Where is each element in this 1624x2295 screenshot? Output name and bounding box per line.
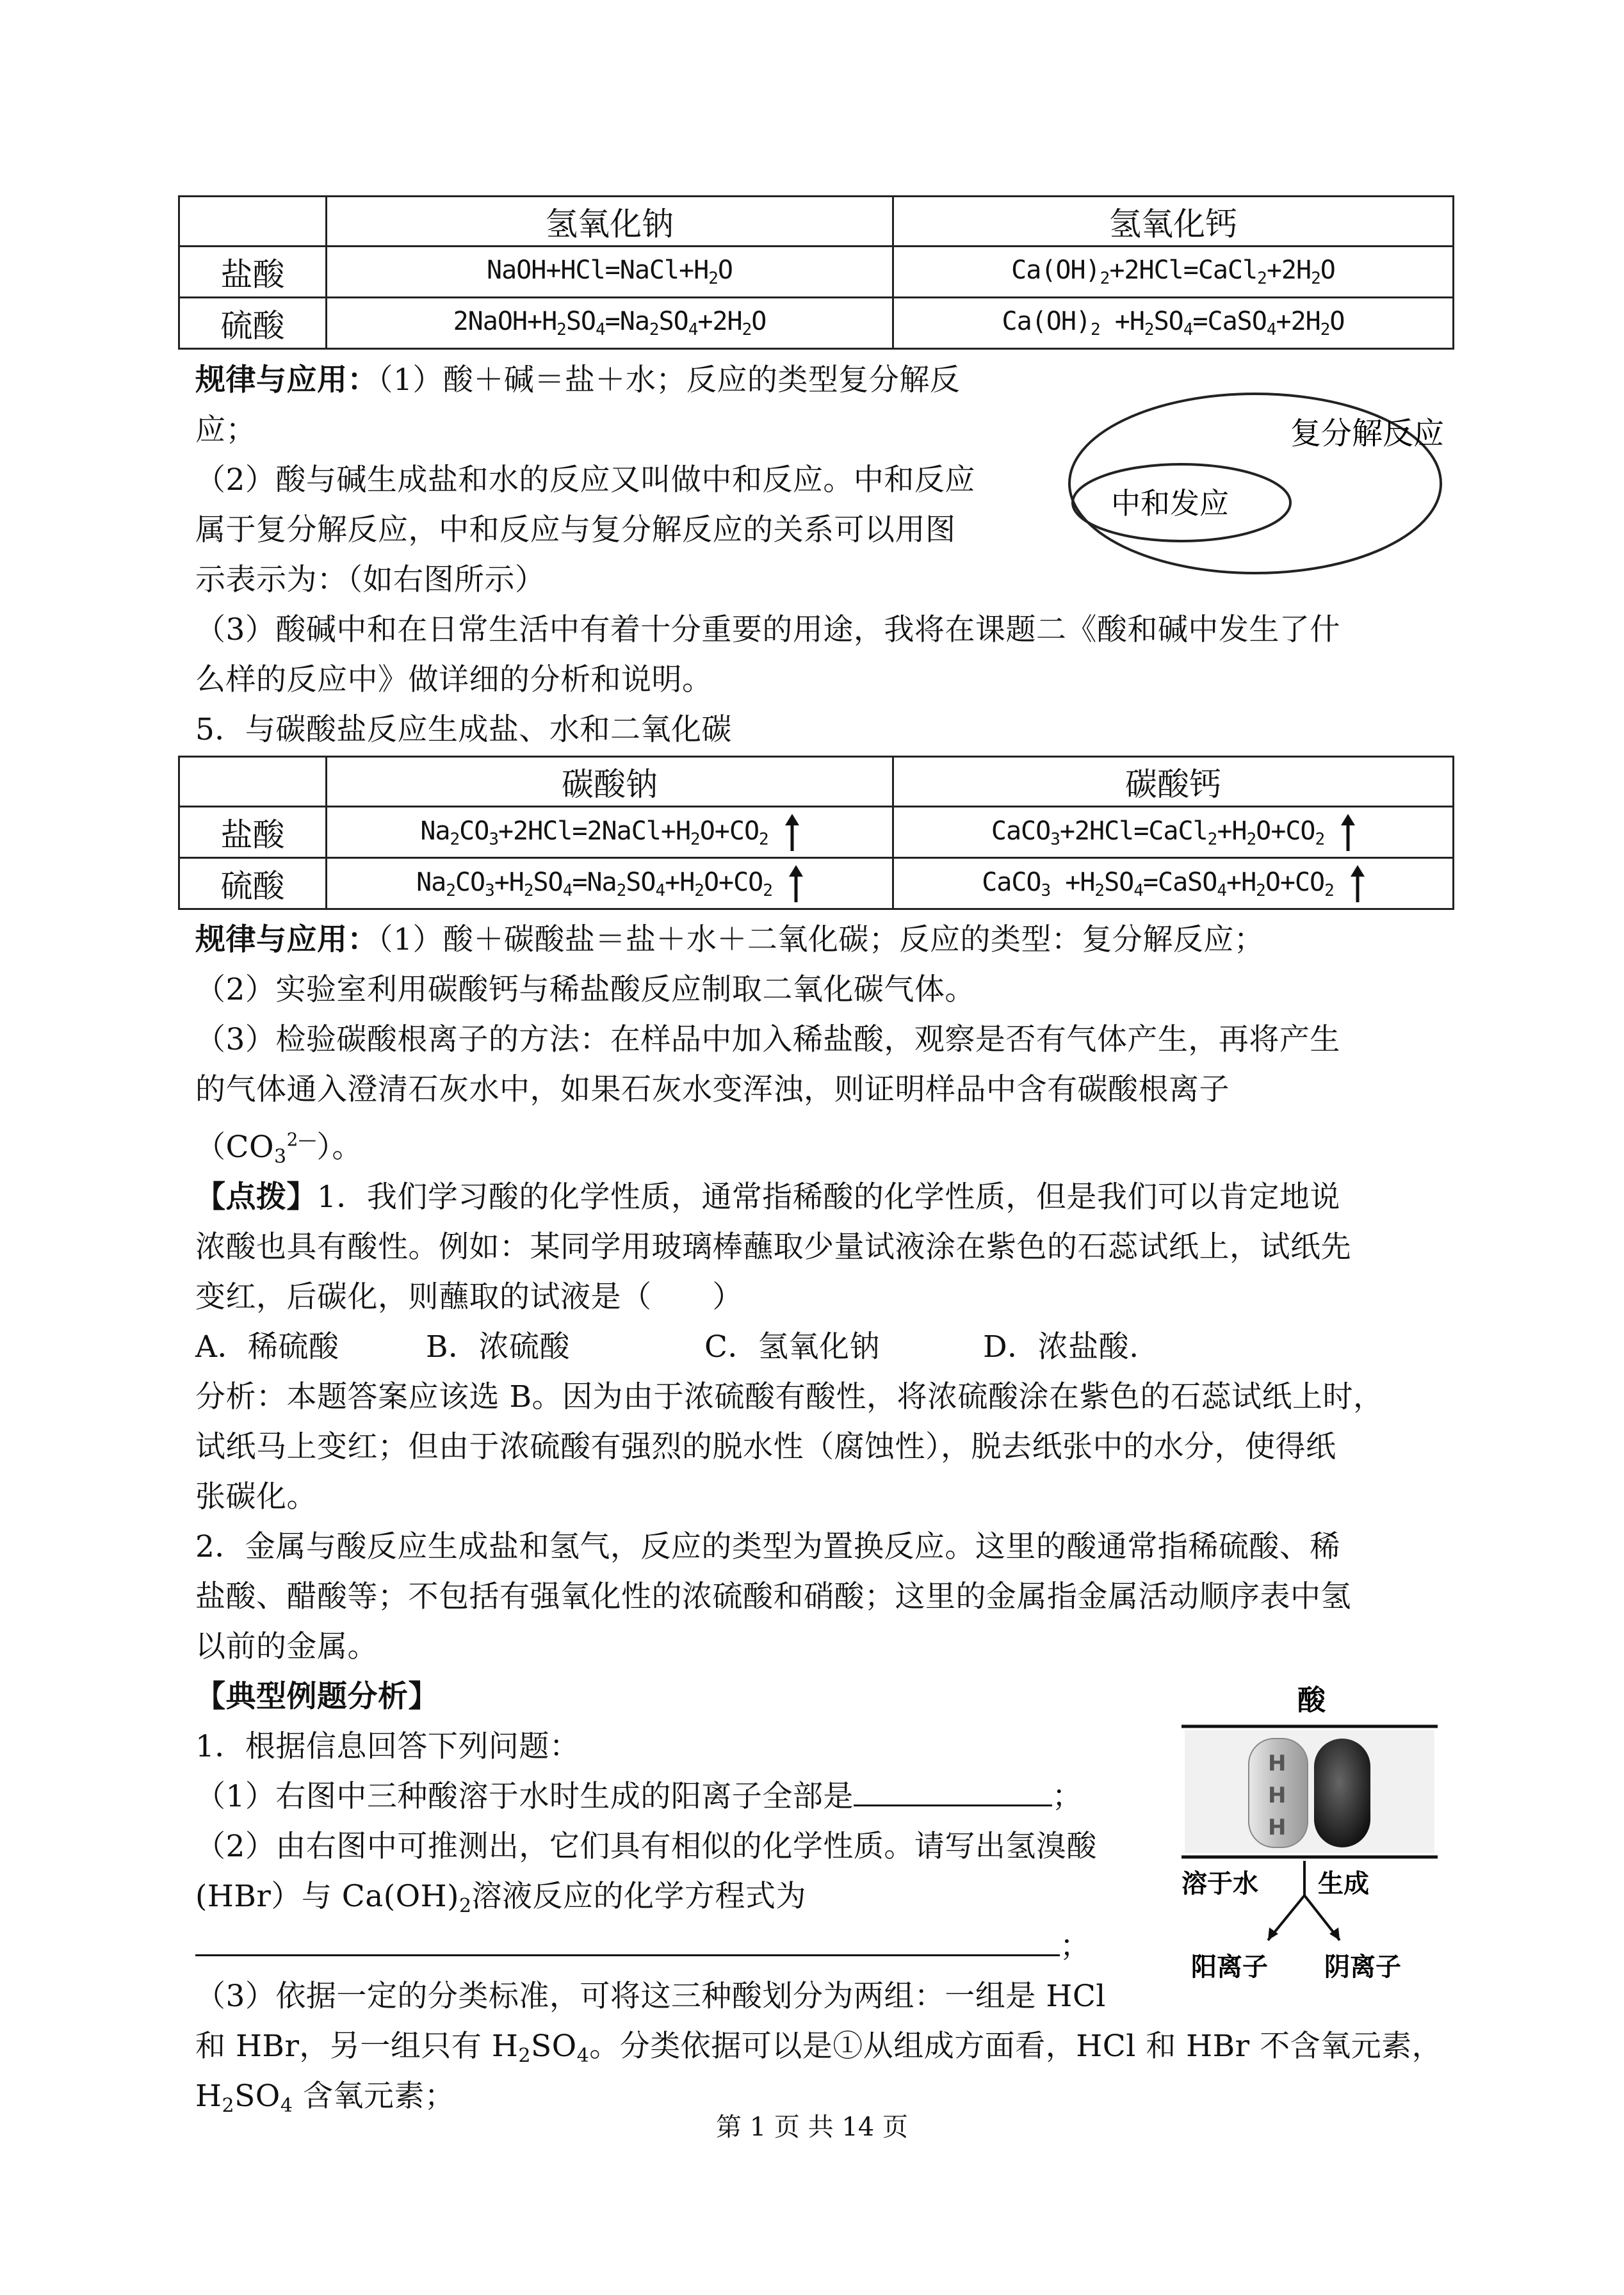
figure-title: 酸 [1297, 1684, 1326, 1717]
equation-cell: $CaCO_3+2HCl=CaCl_2+H_2O+CO_2$ [893, 807, 1454, 858]
section-heading: 5．与碳酸盐反应生成盐、水和二氧化碳 [195, 712, 732, 747]
acid-ionization-figure [1172, 1684, 1447, 1985]
question-line: (HBr）与 $Ca(OH)_2$溶液反应的化学方程式为 [195, 1879, 807, 1917]
rule-line: 示表示为：（如右图所示） [195, 562, 546, 597]
rule-line: 应； [195, 412, 256, 448]
table-header: 碳酸钠 [327, 757, 893, 807]
venn-diagram [1063, 387, 1447, 580]
answer-blank [854, 1772, 1052, 1806]
anion-block [1314, 1739, 1370, 1847]
row-label: 硫酸 [179, 298, 327, 349]
table-header: 碳酸钙 [893, 757, 1454, 807]
question-line: （3）依据一定的分类标准，可将这三种酸划分为两组：一组是 HCl [195, 1979, 1106, 2014]
gas-up-arrow-icon [1341, 814, 1355, 851]
tip-line: 2．金属与酸反应生成盐和氢气，反应的类型为置换反应。这里的酸通常指稀硫酸、稀 [195, 1529, 1340, 1564]
question-line: 和 HBr，另一组只有 $H_2SO_4$。分类依据可以是①从组成方面看，HCl 和 HBr 不含氧元素， [195, 2029, 1443, 2067]
rule-line: 属于复分解反应，中和反应与复分解反应的关系可以用图 [195, 512, 956, 547]
rule-line: （3）酸碱中和在日常生活中有着十分重要的用途，我将在课题二《酸和碱中发生了什 [195, 612, 1340, 647]
tip-line: 【点拨】1．我们学习酸的化学性质，通常指稀酸的化学性质，但是我们可以肯定地说 [195, 1180, 1340, 1215]
table-header: 氢氧化钠 [327, 197, 893, 247]
rule-line: 规律与应用：（1）酸＋碳酸盐＝盐＋水＋二氧化碳；反应的类型：复分解反应； [195, 922, 1265, 957]
row-label: 硫酸 [179, 858, 327, 909]
option-b: B．浓硫酸 [426, 1329, 571, 1365]
h-label: H [1268, 1783, 1287, 1808]
equation-cell: $Na_2CO_3+H_2SO_4=Na_2SO_4+H_2O+CO_2$ [327, 858, 893, 909]
row-label: 盐酸 [179, 807, 327, 858]
tip-line: 浓酸也具有酸性。例如：某同学用玻璃棒蘸取少量试液涂在紫色的石蕊试纸上，试纸先 [195, 1229, 1351, 1265]
anion-label: 阴离子 [1324, 1952, 1401, 1982]
table-header-empty [179, 757, 327, 807]
gas-up-arrow-icon [785, 814, 799, 851]
cation-label: 阳离子 [1191, 1952, 1268, 1982]
answer-blank [195, 1922, 1060, 1956]
rule-line: （3）检验碳酸根离子的方法：在样品中加入稀盐酸，观察是否有气体产生，再将产生 [195, 1022, 1340, 1057]
page-footer: 第 1 页 共 14 页 [716, 2113, 908, 2142]
question-line: （2）由右图中可推测出，它们具有相似的化学性质。请写出氢溴酸 [195, 1829, 1097, 1864]
table-header: 氢氧化钙 [893, 197, 1454, 247]
analysis-line: 试纸马上变红；但由于浓硫酸有强烈的脱水性（腐蚀性），脱去纸张中的水分，使得纸 [195, 1429, 1336, 1464]
question-line: ； [195, 1922, 1091, 1971]
equation-cell: $Na_2CO_3+2HCl=2NaCl+H_2O+CO_2$ [327, 807, 893, 858]
neutralization-table [178, 195, 1454, 350]
rule-line: 的气体通入澄清石灰水中，如果石灰水变浑浊，则证明样品中含有碳酸根离子 [195, 1072, 1230, 1107]
table-header-empty [179, 197, 327, 247]
rule-line: 么样的反应中》做详细的分析和说明。 [195, 662, 713, 697]
equation-cell: $Ca(OH)_2+2HCl=CaCl_2+2H_2O$ [893, 247, 1454, 298]
h-label: H [1268, 1815, 1287, 1840]
option-a: A．稀硫酸 [195, 1329, 339, 1365]
question-line: $H_2SO_4$ 含氧元素； [195, 2079, 455, 2117]
rule-line: 规律与应用：（1）酸＋碱＝盐＋水；反应的类型复分解反 [195, 362, 961, 398]
generate-label: 生成 [1318, 1869, 1369, 1899]
tip-line: 变红，后碳化，则蘸取的试液是（ ） [195, 1279, 743, 1315]
rule-line: $(CO_3^{2—})$。 [195, 1129, 362, 1168]
rule-line: （2）酸与碱生成盐和水的反应又叫做中和反应。中和反应 [195, 462, 975, 498]
gas-up-arrow-icon [1351, 865, 1365, 902]
section-heading: 【典型例题分析】 [195, 1679, 439, 1714]
option-c: C．氢氧化钠 [704, 1329, 880, 1365]
analysis-line: 分析：本题答案应该选 B。因为由于浓硫酸有酸性，将浓硫酸涂在紫色的石蕊试纸上时， [195, 1379, 1384, 1415]
tip-line: 以前的金属。 [195, 1629, 378, 1664]
row-label: 盐酸 [179, 247, 327, 298]
venn-inner-label: 中和发应 [1111, 486, 1229, 521]
question-line: 1．根据信息回答下列问题： [195, 1729, 580, 1764]
gas-up-arrow-icon [789, 865, 803, 902]
dissolve-label: 溶于水 [1181, 1869, 1258, 1899]
equation-cell: $2NaOH+H_2SO_4=Na_2SO_4+2H_2O$ [327, 298, 893, 349]
option-d: D．浓盐酸. [983, 1329, 1139, 1365]
equation-cell: $NaOH+HCl=NaCl+H_2O$ [327, 247, 893, 298]
tip-line: 盐酸、醋酸等；不包括有强氧化性的浓硫酸和硝酸；这里的金属指金属活动顺序表中氢 [195, 1579, 1351, 1614]
equation-cell: CaCO$_3$ $+H_2SO_4=CaSO_4+H_2O+CO_2$ [893, 858, 1454, 909]
carbonate-table [178, 756, 1454, 910]
venn-outer-label: 复分解反应 [1290, 416, 1445, 451]
equation-cell: $Ca(OH)_2$ $+H_2SO_4=CaSO_4+2H_2O$ [893, 298, 1454, 349]
analysis-line: 张碳化。 [195, 1479, 317, 1514]
rule-line: （2）实验室利用碳酸钙与稀盐酸反应制取二氧化碳气体。 [195, 972, 975, 1007]
h-label: H [1268, 1751, 1287, 1776]
question-line: （1）右图中三种酸溶于水时生成的阳离子全部是 ； [195, 1772, 1082, 1821]
